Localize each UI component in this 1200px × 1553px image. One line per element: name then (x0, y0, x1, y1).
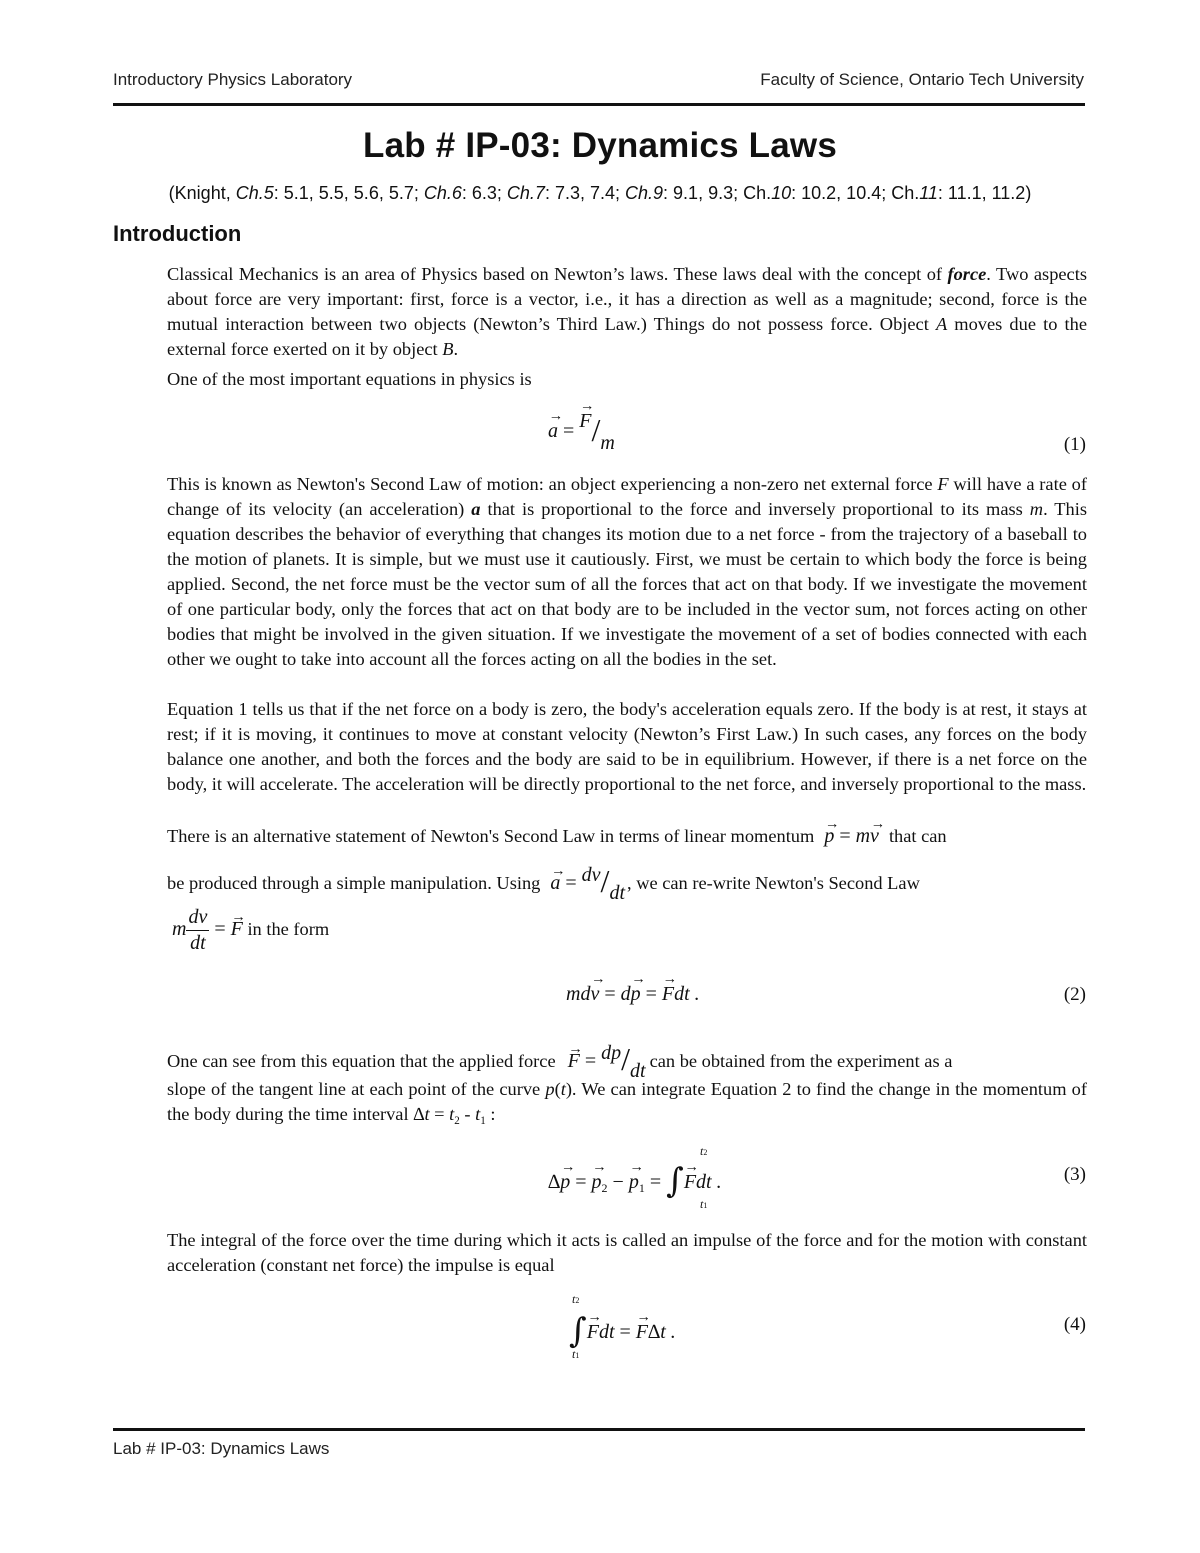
equation-4-number: (4) (1063, 1314, 1086, 1335)
equation-2: md→ v = d→ p = → Fdt . (566, 983, 700, 1006)
equation-2-number: (2) (1063, 984, 1086, 1005)
header-right: Faculty of Science, Ontario Tech University (760, 70, 1084, 89)
paragraph-impulse: The integral of the force over the time during which it acts is called an impulse of the force and for the motion with constant acceleration (constant net force) the impulse is equal (167, 1230, 1087, 1275)
paragraph-equation-lead: One of the most important equations in physics is (167, 369, 532, 389)
equation-3: ∆→ p = → $p_2$ − → $p_1$ = ∫→ Fdt . (548, 1160, 722, 1196)
equation-4: ∫→ Fdt = → F∆t . (569, 1310, 676, 1344)
paragraph-second-law: This is known as Newton's Second Law of motion: an object experiencing a non-zero net external force F will have a rate of change of its velocity (an acceleration) a that is proportional to the force and inversely proportional to its mass m. This equation describes the behavior of everything that changes its motion due to a net force - from the trajectory of a baseball to the motion of planets. It is simple, but we must use it cautiously. First, we must be certain to which body the force is being applied. Second, the net force must be the vector sum of all the forces that act on that body. If we investigate the movement of one particular body, only the forces that act on that body are to be included in the vector sum, not forces acting on other bodies that might be involved in the given situation. If we investigate the movement of a set of bodies connected with each other we ought to take into account all the forces acting on all the bodies in the set. (167, 474, 1087, 669)
paragraph-intro: Classical Mechanics is an area of Physics based on Newton’s laws. These laws deal with the concept of force. Two aspects about force are very important: first, force is a vector, i.e., it has a direction as well as a magnitude; second, force is the mutual interaction between two objects (Newton’s Third Law.) Things do not possess force. Object A moves due to the external force exerted on it by object B. (167, 264, 1088, 359)
equation-1-number: (1) (1063, 434, 1086, 455)
chapter-references: (Knight, Ch.5: 5.1, 5.5, 5.6, 5.7; Ch.6: 6.3; Ch.7: 7.3, 7.4; Ch.9: 9.1, 9.3; Ch.10: 10.2, 10.4; Ch.11: 11.1, 11.2) (168, 183, 1032, 203)
equation-4-lower-limit: t1 (572, 1347, 580, 1361)
paragraph-equilibrium: Equation 1 tells us that if the net force on a body is zero, the body's acceleration equals zero. If the body is at rest, it stays at rest; if it is moving, it continues to move at constant velocity (Newton’s First Law.) In such cases, any forces on the body balance one another, and both the forces and the body are said to be in equilibrium. However, if there is a net force on the body, it will accelerate. The acceleration will be directly proportional to the net force, and inversely proportional to the mass. (167, 699, 1087, 794)
paragraph-momentum-line2: be produced through a simple manipulation. Using→ a = dv/dt , we can re-write Newton's Second Law (167, 862, 1087, 896)
footer-text: Lab # IP-03: Dynamics Laws (113, 1439, 330, 1458)
header-left: Introductory Physics Laboratory (113, 70, 353, 89)
equation-4-upper-limit: t2 (572, 1292, 580, 1306)
equation-3-lower-limit: t1 (700, 1197, 708, 1211)
paragraph-momentum-line3: m $\frac{dv}{dt}$ = → F in the form (167, 905, 1087, 956)
equation-3-number: (3) (1063, 1164, 1086, 1185)
paragraph-momentum-line1: There is an alternative statement of Newton's Second Law in terms of linear momentum→ p = m→ v that can (167, 824, 1087, 849)
section-heading-introduction: Introduction (113, 221, 242, 246)
paragraph-applied-force-line2: slope of the tangent line at each point of the curve p(t). We can integrate Equation 2 to find the change in the momentum of the body during the time interval $\Delta t = t_2 - t_1$ : (167, 1079, 1087, 1127)
footer-rule (113, 1428, 1085, 1431)
paragraph-applied-force-line1: One can see from this equation that the applied force→ F = dp/dt can be obtained from the experiment as a (167, 1040, 1087, 1074)
header-rule (113, 103, 1085, 106)
page-title: Lab # IP-03: Dynamics Laws (363, 126, 837, 165)
equation-3-upper-limit: t2 (700, 1144, 708, 1158)
equation-1: → a = → F/m (548, 410, 615, 443)
